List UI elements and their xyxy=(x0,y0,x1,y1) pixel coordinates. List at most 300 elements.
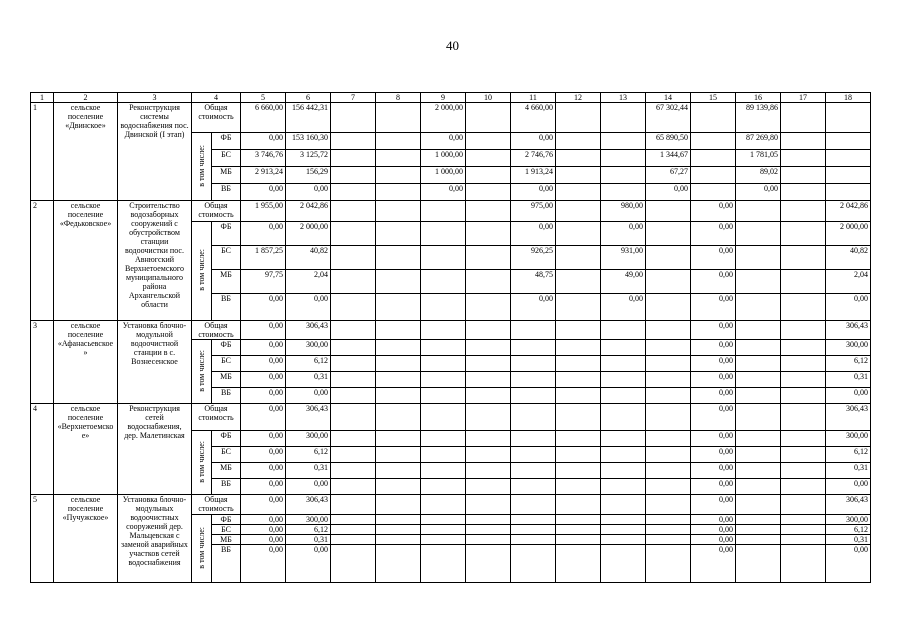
column-number: 11 xyxy=(511,93,556,103)
value-cell: 0,00 xyxy=(286,388,331,404)
value-cell xyxy=(601,545,646,583)
value-cell xyxy=(556,447,601,463)
funding-table xyxy=(30,92,871,583)
value-cell xyxy=(376,201,421,222)
value-cell: 0,00 xyxy=(241,133,286,150)
value-cell xyxy=(466,184,511,201)
value-cell: 6,12 xyxy=(286,447,331,463)
table-row xyxy=(31,201,871,222)
vertical-text: в том числе: xyxy=(197,526,206,569)
value-cell xyxy=(331,321,376,340)
value-cell xyxy=(781,321,826,340)
value-cell xyxy=(421,479,466,495)
value-cell: 2 042,86 xyxy=(826,201,871,222)
value-cell xyxy=(736,340,781,356)
value-cell: 3 125,72 xyxy=(286,150,331,167)
value-cell xyxy=(466,201,511,222)
value-cell xyxy=(511,404,556,431)
value-cell: 0,00 xyxy=(691,479,736,495)
value-cell: 975,00 xyxy=(511,201,556,222)
vertical-text: в том числе: xyxy=(197,144,206,187)
value-cell: 300,00 xyxy=(826,515,871,525)
value-cell xyxy=(736,431,781,447)
vertical-text: в том числе: xyxy=(197,249,206,291)
value-cell xyxy=(466,372,511,388)
value-cell: 1 913,24 xyxy=(511,167,556,184)
value-cell xyxy=(556,404,601,431)
value-cell xyxy=(511,372,556,388)
value-cell: 931,00 xyxy=(601,246,646,270)
row-number: 3 xyxy=(31,321,54,404)
funding-source-label: БС xyxy=(212,150,241,167)
value-cell: 0,00 xyxy=(241,340,286,356)
value-cell: 0,00 xyxy=(241,321,286,340)
value-cell: 0,00 xyxy=(241,525,286,535)
value-cell xyxy=(331,167,376,184)
value-cell xyxy=(781,431,826,447)
value-cell: 67,27 xyxy=(646,167,691,184)
value-cell: 0,00 xyxy=(691,340,736,356)
value-cell: 1 344,67 xyxy=(646,150,691,167)
value-cell xyxy=(331,340,376,356)
value-cell xyxy=(331,463,376,479)
value-cell xyxy=(646,515,691,525)
value-cell xyxy=(781,372,826,388)
value-cell: 0,31 xyxy=(826,463,871,479)
value-cell xyxy=(466,545,511,583)
value-cell xyxy=(736,479,781,495)
funding-source-label: БС xyxy=(212,356,241,372)
value-cell: 0,00 xyxy=(691,447,736,463)
value-cell xyxy=(511,495,556,515)
value-cell xyxy=(601,431,646,447)
value-cell xyxy=(556,463,601,479)
value-cell xyxy=(556,294,601,321)
value-cell xyxy=(421,246,466,270)
value-cell xyxy=(466,222,511,246)
value-cell xyxy=(736,356,781,372)
value-cell: 0,00 xyxy=(736,184,781,201)
value-cell: 0,31 xyxy=(826,535,871,545)
value-cell xyxy=(331,479,376,495)
value-cell xyxy=(736,447,781,463)
value-cell: 48,75 xyxy=(511,270,556,294)
in-that-number-label xyxy=(192,431,212,495)
value-cell xyxy=(781,404,826,431)
value-cell xyxy=(736,222,781,246)
value-cell: 67 302,44 xyxy=(646,103,691,133)
value-cell xyxy=(556,184,601,201)
column-number: 18 xyxy=(826,93,871,103)
value-cell xyxy=(376,388,421,404)
value-cell: 0,00 xyxy=(826,479,871,495)
value-cell xyxy=(376,447,421,463)
value-cell xyxy=(646,431,691,447)
column-number: 13 xyxy=(601,93,646,103)
value-cell xyxy=(736,321,781,340)
settlement-name: сельское поселение «Верхнетоемское» xyxy=(54,404,118,495)
value-cell xyxy=(826,167,871,184)
value-cell xyxy=(421,388,466,404)
value-cell xyxy=(736,495,781,515)
total-cost-label: Общая стоимость xyxy=(192,495,241,515)
column-number: 6 xyxy=(286,93,331,103)
value-cell xyxy=(511,515,556,525)
value-cell xyxy=(421,201,466,222)
value-cell: 0,00 xyxy=(421,184,466,201)
value-cell xyxy=(646,201,691,222)
value-cell: 156 442,31 xyxy=(286,103,331,133)
value-cell xyxy=(421,372,466,388)
value-cell xyxy=(421,321,466,340)
value-cell xyxy=(331,246,376,270)
funding-source-label: МБ xyxy=(212,372,241,388)
settlement-name: сельское поселение «Пучужское» xyxy=(54,495,118,583)
value-cell xyxy=(826,150,871,167)
value-cell xyxy=(376,372,421,388)
value-cell xyxy=(781,167,826,184)
funding-source-label: ФБ xyxy=(212,222,241,246)
value-cell xyxy=(601,463,646,479)
value-cell xyxy=(421,535,466,545)
value-cell: 153 160,30 xyxy=(286,133,331,150)
value-cell xyxy=(331,150,376,167)
funding-source-label: ФБ xyxy=(212,515,241,525)
value-cell xyxy=(601,515,646,525)
value-cell xyxy=(556,388,601,404)
value-cell xyxy=(421,222,466,246)
value-cell xyxy=(781,133,826,150)
value-cell xyxy=(781,479,826,495)
column-number: 9 xyxy=(421,93,466,103)
in-that-number-label xyxy=(192,515,212,583)
value-cell xyxy=(421,340,466,356)
project-name: Установка блочно-модульной водоочистной станции в с. Вознесенское xyxy=(118,321,192,404)
vertical-text: в том числе: xyxy=(197,349,206,392)
funding-source-label: ВБ xyxy=(212,545,241,583)
funding-source-label: МБ xyxy=(212,535,241,545)
value-cell: 2 746,76 xyxy=(511,150,556,167)
funding-source-label: ВБ xyxy=(212,294,241,321)
value-cell xyxy=(421,294,466,321)
value-cell xyxy=(736,525,781,535)
value-cell xyxy=(601,150,646,167)
value-cell: 0,00 xyxy=(241,222,286,246)
value-cell xyxy=(556,479,601,495)
value-cell xyxy=(646,222,691,246)
value-cell: 0,00 xyxy=(691,535,736,545)
funding-source-label: ВБ xyxy=(212,388,241,404)
value-cell xyxy=(331,294,376,321)
funding-source-label: БС xyxy=(212,447,241,463)
value-cell: 0,00 xyxy=(511,294,556,321)
settlement-name: сельское поселение «Федьковское» xyxy=(54,201,118,321)
value-cell xyxy=(601,447,646,463)
value-cell xyxy=(781,294,826,321)
value-cell xyxy=(421,270,466,294)
value-cell xyxy=(781,525,826,535)
value-cell: 306,43 xyxy=(826,495,871,515)
value-cell xyxy=(601,356,646,372)
value-cell xyxy=(691,167,736,184)
settlement-name: сельское поселение «Афанасьевское» xyxy=(54,321,118,404)
value-cell xyxy=(646,340,691,356)
funding-source-label: ФБ xyxy=(212,133,241,150)
value-cell xyxy=(646,246,691,270)
value-cell: 306,43 xyxy=(286,321,331,340)
value-cell: 6,12 xyxy=(826,525,871,535)
value-cell: 0,00 xyxy=(241,294,286,321)
value-cell xyxy=(781,270,826,294)
value-cell xyxy=(781,222,826,246)
value-cell: 0,00 xyxy=(691,270,736,294)
table-row xyxy=(31,103,871,133)
value-cell: 49,00 xyxy=(601,270,646,294)
value-cell xyxy=(736,372,781,388)
value-cell xyxy=(331,184,376,201)
value-cell xyxy=(601,321,646,340)
value-cell xyxy=(646,294,691,321)
value-cell: 0,00 xyxy=(691,222,736,246)
value-cell: 1 955,00 xyxy=(241,201,286,222)
value-cell xyxy=(376,404,421,431)
value-cell: 0,31 xyxy=(286,372,331,388)
funding-source-label: ВБ xyxy=(212,184,241,201)
value-cell: 2 000,00 xyxy=(421,103,466,133)
value-cell xyxy=(646,495,691,515)
value-cell xyxy=(421,545,466,583)
value-cell: 0,00 xyxy=(241,184,286,201)
value-cell: 0,00 xyxy=(286,294,331,321)
value-cell xyxy=(556,201,601,222)
value-cell: 300,00 xyxy=(286,431,331,447)
value-cell xyxy=(421,404,466,431)
value-cell xyxy=(556,133,601,150)
value-cell: 0,00 xyxy=(241,515,286,525)
row-number: 5 xyxy=(31,495,54,583)
value-cell xyxy=(421,495,466,515)
value-cell xyxy=(376,222,421,246)
value-cell xyxy=(331,103,376,133)
value-cell xyxy=(376,463,421,479)
value-cell: 0,00 xyxy=(691,404,736,431)
value-cell xyxy=(781,515,826,525)
value-cell: 0,00 xyxy=(241,388,286,404)
value-cell xyxy=(646,479,691,495)
value-cell xyxy=(511,447,556,463)
value-cell: 0,00 xyxy=(241,535,286,545)
value-cell xyxy=(646,447,691,463)
value-cell xyxy=(781,388,826,404)
value-cell xyxy=(421,463,466,479)
column-number: 15 xyxy=(691,93,736,103)
value-cell xyxy=(466,270,511,294)
value-cell: 0,00 xyxy=(691,515,736,525)
row-number: 2 xyxy=(31,201,54,321)
value-cell xyxy=(421,447,466,463)
value-cell xyxy=(556,246,601,270)
value-cell xyxy=(556,167,601,184)
value-cell xyxy=(601,184,646,201)
value-cell xyxy=(601,372,646,388)
value-cell: 0,00 xyxy=(691,388,736,404)
value-cell: 156,29 xyxy=(286,167,331,184)
value-cell xyxy=(376,294,421,321)
value-cell xyxy=(421,515,466,525)
column-number: 16 xyxy=(736,93,781,103)
value-cell: 0,00 xyxy=(511,133,556,150)
value-cell xyxy=(601,535,646,545)
value-cell xyxy=(781,535,826,545)
value-cell: 0,00 xyxy=(691,463,736,479)
value-cell xyxy=(331,270,376,294)
value-cell xyxy=(511,340,556,356)
value-cell: 300,00 xyxy=(826,340,871,356)
value-cell: 0,00 xyxy=(241,545,286,583)
value-cell xyxy=(376,150,421,167)
value-cell xyxy=(736,388,781,404)
value-cell xyxy=(781,495,826,515)
value-cell xyxy=(511,431,556,447)
value-cell xyxy=(331,133,376,150)
value-cell xyxy=(646,388,691,404)
value-cell xyxy=(511,463,556,479)
value-cell: 0,00 xyxy=(241,404,286,431)
value-cell xyxy=(736,404,781,431)
value-cell xyxy=(331,356,376,372)
in-that-number-label xyxy=(192,222,212,321)
value-cell: 2 913,24 xyxy=(241,167,286,184)
value-cell xyxy=(556,103,601,133)
value-cell xyxy=(466,479,511,495)
value-cell: 300,00 xyxy=(826,431,871,447)
value-cell xyxy=(331,535,376,545)
value-cell: 0,00 xyxy=(826,294,871,321)
value-cell xyxy=(421,525,466,535)
page-number: 40 xyxy=(446,38,459,53)
value-cell: 306,43 xyxy=(826,321,871,340)
value-cell xyxy=(646,535,691,545)
value-cell: 6,12 xyxy=(286,356,331,372)
value-cell xyxy=(691,184,736,201)
value-cell xyxy=(556,495,601,515)
value-cell xyxy=(826,184,871,201)
value-cell xyxy=(376,167,421,184)
value-cell: 1 857,25 xyxy=(241,246,286,270)
value-cell xyxy=(376,431,421,447)
value-cell xyxy=(331,515,376,525)
column-number: 3 xyxy=(118,93,192,103)
value-cell xyxy=(421,356,466,372)
value-cell xyxy=(556,372,601,388)
value-cell: 300,00 xyxy=(286,515,331,525)
value-cell xyxy=(466,167,511,184)
value-cell xyxy=(646,525,691,535)
value-cell xyxy=(376,246,421,270)
column-number: 5 xyxy=(241,93,286,103)
value-cell xyxy=(736,246,781,270)
value-cell: 87 269,80 xyxy=(736,133,781,150)
value-cell: 40,82 xyxy=(826,246,871,270)
value-cell: 2 000,00 xyxy=(826,222,871,246)
value-cell xyxy=(376,103,421,133)
value-cell xyxy=(646,545,691,583)
funding-source-label: ВБ xyxy=(212,479,241,495)
value-cell: 0,00 xyxy=(691,545,736,583)
value-cell: 0,00 xyxy=(421,133,466,150)
value-cell: 0,00 xyxy=(691,321,736,340)
value-cell xyxy=(781,103,826,133)
column-number: 8 xyxy=(376,93,421,103)
value-cell xyxy=(376,356,421,372)
value-cell xyxy=(511,356,556,372)
value-cell xyxy=(376,270,421,294)
value-cell: 926,25 xyxy=(511,246,556,270)
value-cell xyxy=(601,340,646,356)
column-number: 1 xyxy=(31,93,54,103)
value-cell xyxy=(376,535,421,545)
value-cell xyxy=(511,388,556,404)
value-cell xyxy=(331,495,376,515)
in-that-number-label xyxy=(192,340,212,404)
value-cell: 980,00 xyxy=(601,201,646,222)
value-cell: 0,00 xyxy=(286,479,331,495)
value-cell xyxy=(556,150,601,167)
value-cell xyxy=(556,356,601,372)
value-cell xyxy=(376,479,421,495)
value-cell: 0,00 xyxy=(286,545,331,583)
value-cell xyxy=(331,201,376,222)
row-number: 4 xyxy=(31,404,54,495)
column-number: 2 xyxy=(54,93,118,103)
value-cell: 2,04 xyxy=(286,270,331,294)
value-cell xyxy=(331,545,376,583)
value-cell: 0,00 xyxy=(691,294,736,321)
value-cell xyxy=(646,270,691,294)
value-cell xyxy=(736,201,781,222)
table-row xyxy=(31,404,871,431)
value-cell xyxy=(376,340,421,356)
value-cell: 6,12 xyxy=(826,356,871,372)
value-cell xyxy=(376,133,421,150)
value-cell: 0,00 xyxy=(691,431,736,447)
value-cell xyxy=(781,545,826,583)
value-cell xyxy=(376,321,421,340)
value-cell xyxy=(466,340,511,356)
value-cell xyxy=(466,525,511,535)
value-cell: 0,00 xyxy=(826,545,871,583)
funding-source-label: БС xyxy=(212,246,241,270)
value-cell xyxy=(376,184,421,201)
value-cell xyxy=(331,404,376,431)
value-cell xyxy=(466,103,511,133)
value-cell xyxy=(466,294,511,321)
value-cell xyxy=(556,545,601,583)
in-that-number-label xyxy=(192,133,212,201)
value-cell xyxy=(466,404,511,431)
value-cell xyxy=(376,495,421,515)
value-cell: 6,12 xyxy=(286,525,331,535)
value-cell: 2 000,00 xyxy=(286,222,331,246)
value-cell xyxy=(691,150,736,167)
value-cell xyxy=(646,463,691,479)
value-cell: 4 660,00 xyxy=(511,103,556,133)
value-cell: 40,82 xyxy=(286,246,331,270)
value-cell: 89,02 xyxy=(736,167,781,184)
value-cell: 0,00 xyxy=(286,184,331,201)
value-cell xyxy=(556,525,601,535)
value-cell: 0,00 xyxy=(691,495,736,515)
